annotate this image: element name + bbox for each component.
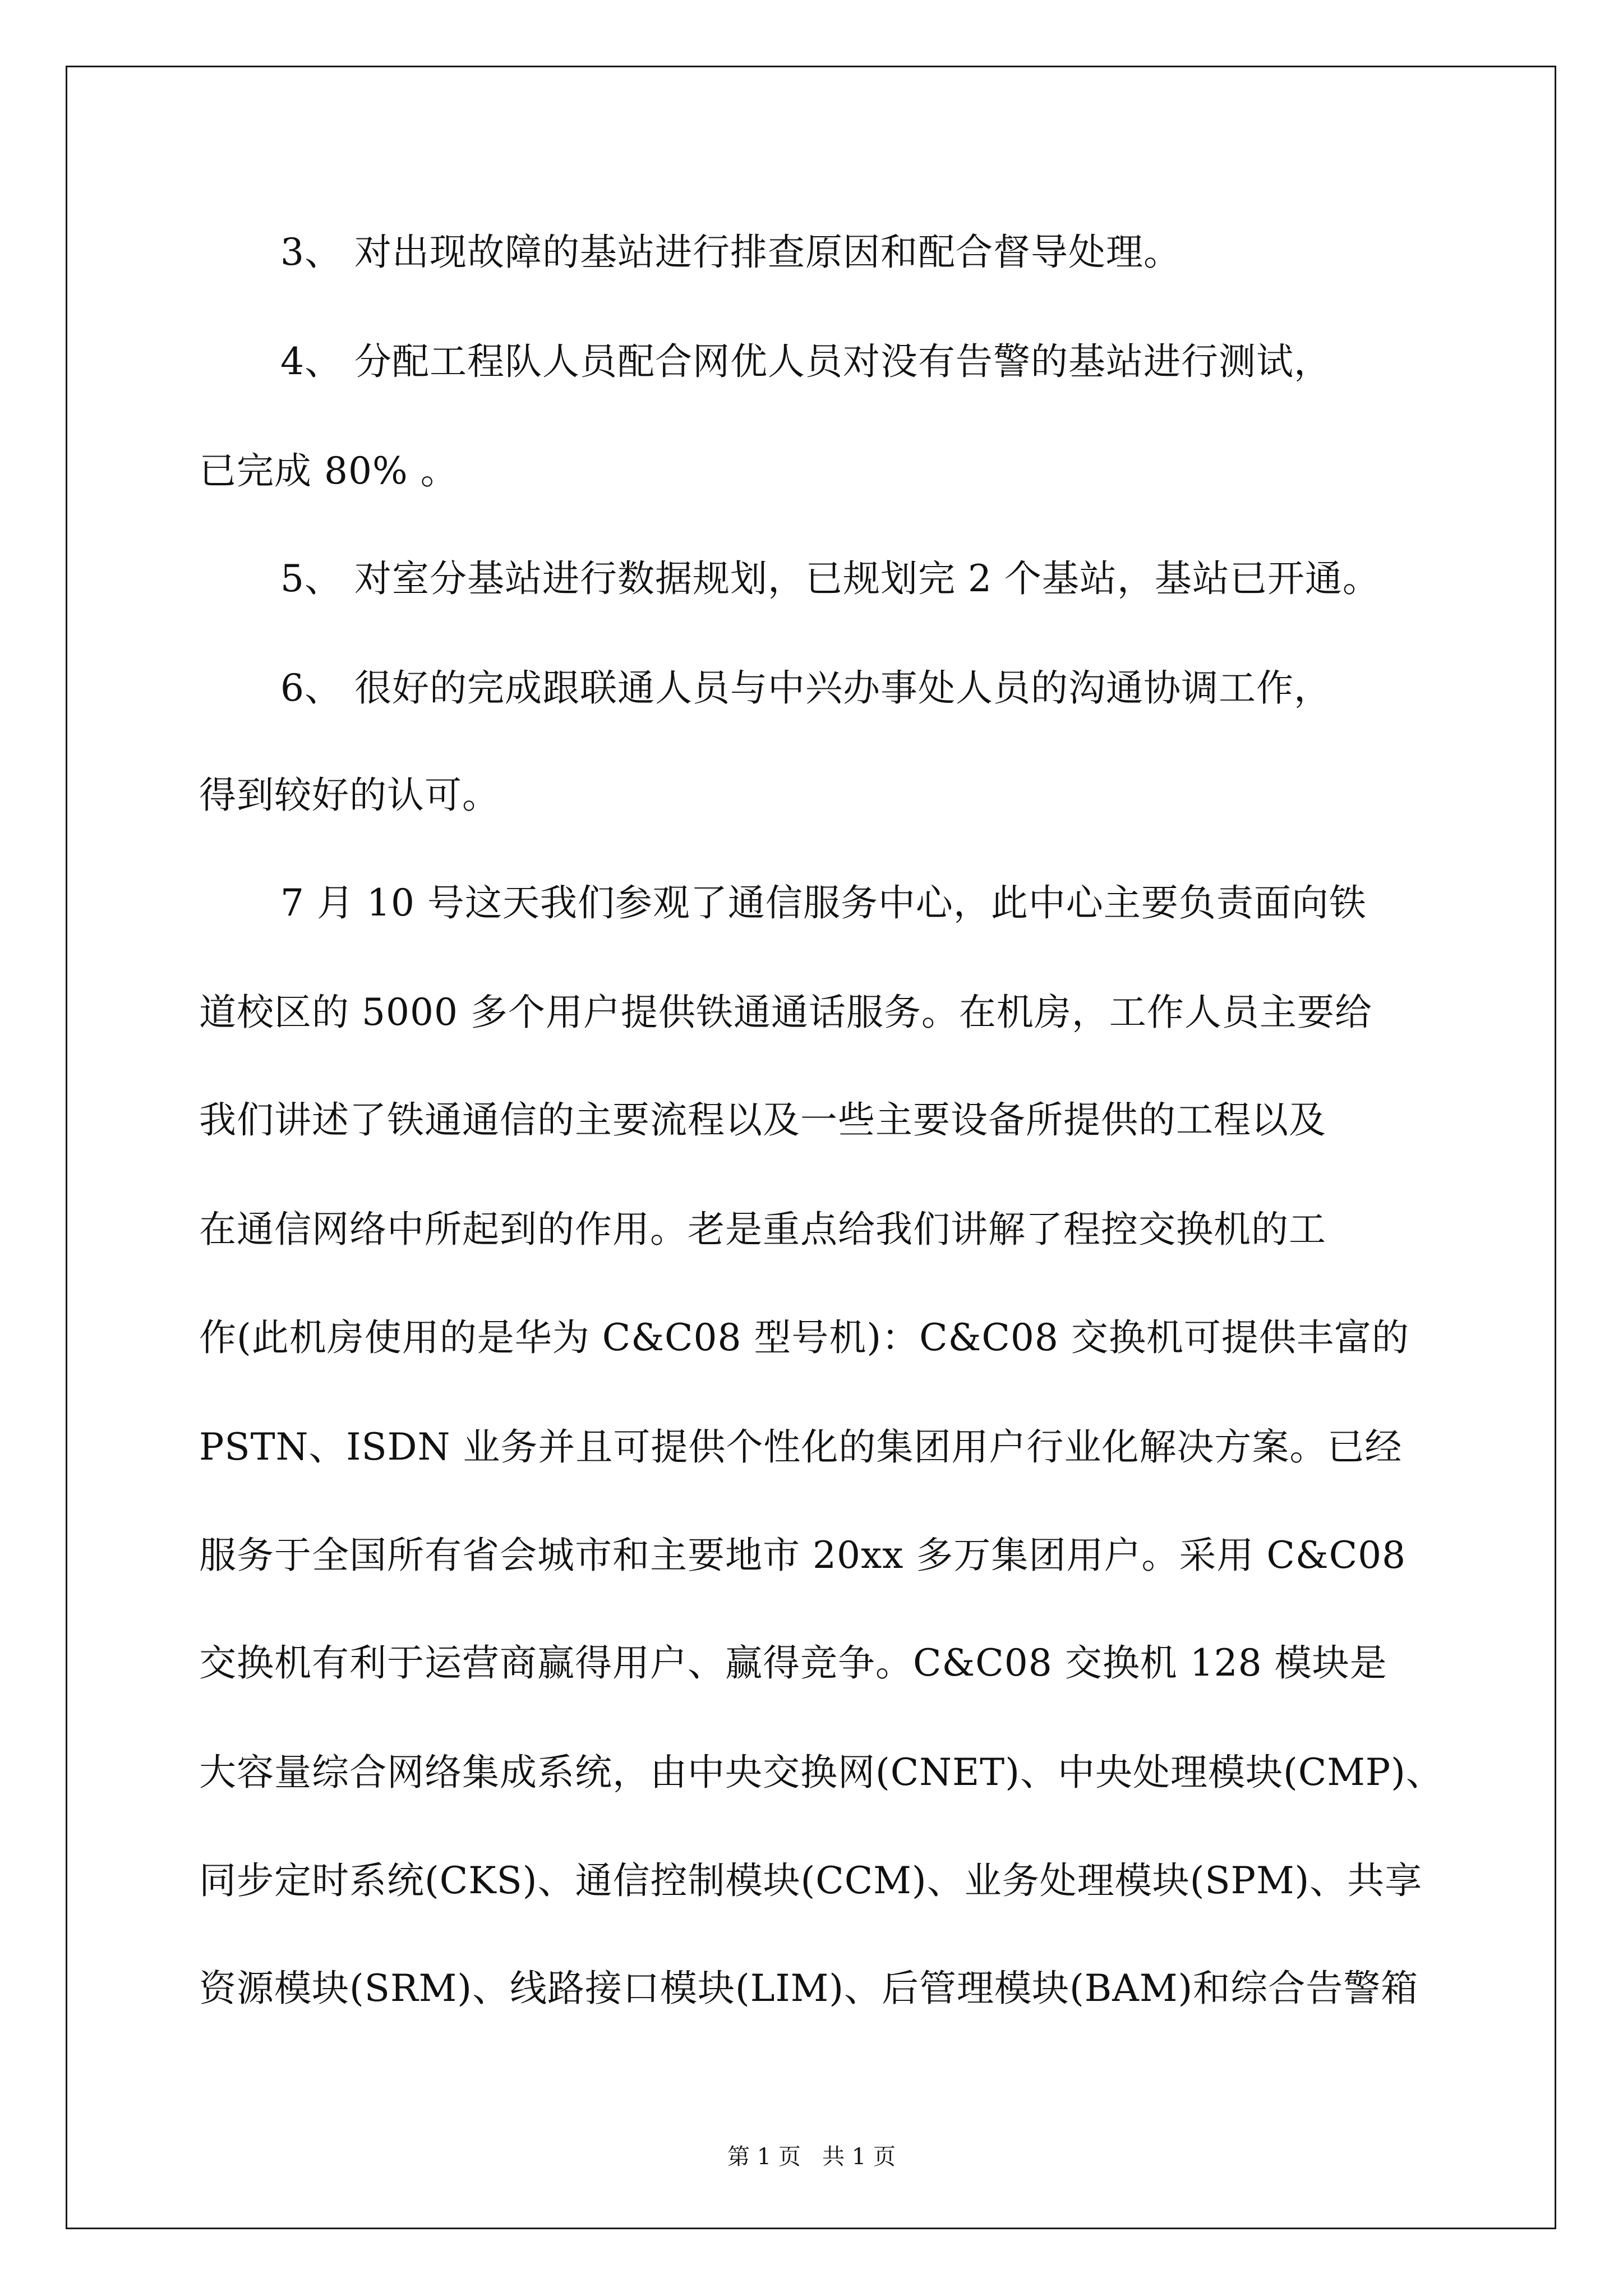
page-footer: 第 1 页 共 1 页	[727, 2144, 896, 2170]
page-border	[66, 66, 1556, 2229]
paragraph-line: 已完成 80% 。	[199, 449, 458, 493]
paragraph-line: 交换机有利于运营商赢得用户、赢得竞争。C&C08 交换机 128 模块是	[199, 1641, 1387, 1685]
paragraph-line: 作(此机房使用的是华为 C&C08 型号机)：C&C08 交换机可提供丰富的	[199, 1316, 1409, 1359]
paragraph-line: 我们讲述了铁通通信的主要流程以及一些主要设备所提供的工程以及	[199, 1098, 1326, 1142]
paragraph-line: 同步定时系统(CKS)、通信控制模块(CCM)、业务处理模块(SPM)、共享	[199, 1859, 1423, 1902]
paragraph-line: 7 月 10 号这天我们参观了通信服务中心，此中心主要负责面向铁	[280, 881, 1367, 924]
paragraph-line: PSTN、ISDN 业务并且可提供个性化的集团用户行业化解决方案。已经	[199, 1425, 1403, 1469]
paragraph-line: 得到较好的认可。	[199, 774, 500, 817]
paragraph-line: 在通信网络中所起到的作用。老是重点给我们讲解了程控交换机的工	[199, 1208, 1326, 1251]
paragraph-line: 资源模块(SRM)、线路接口模块(LIM)、后管理模块(BAM)和综合告警箱	[199, 1967, 1419, 2010]
paragraph-line: 6、 很好的完成跟联通人员与中兴办事处人员的沟通协调工作，	[280, 666, 1331, 710]
paragraph-line: 道校区的 5000 多个用户提供铁通通话服务。在机房，工作人员主要给	[199, 991, 1372, 1034]
paragraph-line: 4、 分配工程队人员配合网优人员对没有告警的基站进行测试，	[280, 340, 1331, 383]
paragraph-line: 5、 对室分基站进行数据规划，已规划完 2 个基站，基站已开通。	[280, 557, 1380, 600]
paragraph-line: 大容量综合网络集成系统，由中央交换网(CNET)、中央处理模块(CMP)、	[199, 1751, 1444, 1794]
paragraph-line: 服务于全国所有省会城市和主要地市 20xx 多万集团用户。采用 C&C08	[199, 1534, 1407, 1577]
paragraph-line: 3、 对出现故障的基站进行排查原因和配合督导处理。	[280, 231, 1181, 274]
